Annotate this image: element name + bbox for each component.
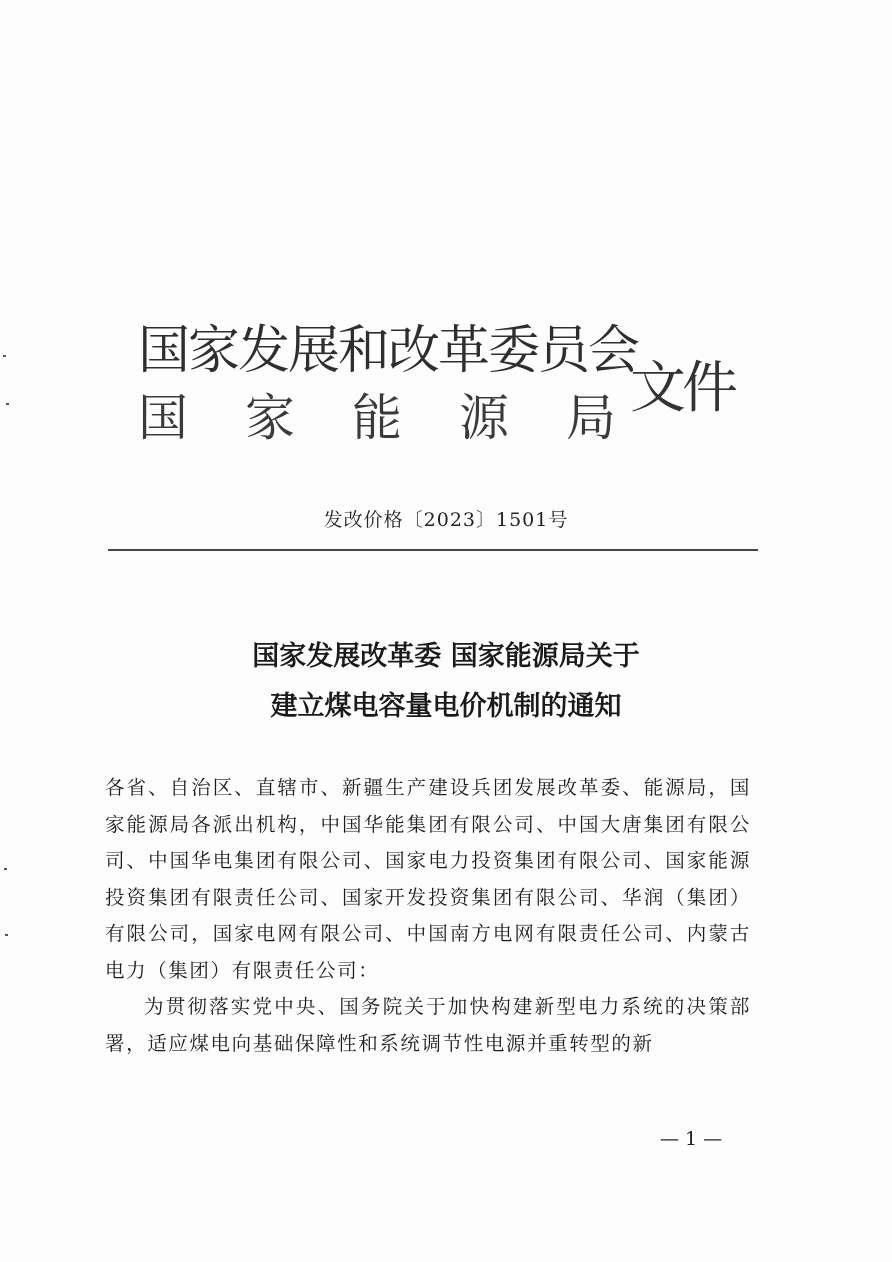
title-line-1: 国家发展改革委 国家能源局关于 [252, 641, 640, 672]
issuer-nea-char: 源 [459, 389, 509, 447]
issuer-ndrc: 国家发展和改革委员会 [138, 321, 639, 381]
issuer-nea [138, 388, 616, 448]
issuer-nea-char: 局 [566, 389, 616, 447]
document-header [138, 320, 758, 450]
scan-artifact [6, 403, 9, 405]
scan-artifact [4, 868, 7, 870]
recipients-paragraph: 各省、自治区、直辖市、新疆生产建设兵团发展改革委、能源局，国家能源局各派出机构，中国华能集团有限公司、中国大唐集团有限公司、中国华电集团有限公司、国家电力投资集团有限公司、国家能源投资集团有限责任公司、国家开发投资集团有限公司、华润（集团）有限公司，国家电网有限公司、中国南方电网有限责任公司、内蒙古电力（集团）有限责任公司： [105, 776, 751, 982]
issuer-nea-char: 国 [138, 389, 188, 447]
scan-artifact [5, 934, 8, 936]
title-line-2: 建立煤电容量电价机制的通知 [270, 691, 622, 722]
header-divider [108, 549, 758, 551]
document-type: 文件 [630, 356, 734, 421]
document-title [0, 632, 892, 732]
page-number: — 1 — [660, 1128, 723, 1150]
issuer-nea-char: 家 [245, 389, 295, 447]
body-paragraph: 为贯彻落实党中央、国务院关于加快构建新型电力系统的决策部署，适应煤电向基础保障性和系统调节性电源并重转型的新 [105, 995, 751, 1055]
document-body [105, 770, 751, 1062]
scan-artifact [3, 355, 6, 357]
issuer-nea-char: 能 [352, 389, 402, 447]
document-number: 发改价格〔2023〕1501号 [323, 509, 569, 531]
